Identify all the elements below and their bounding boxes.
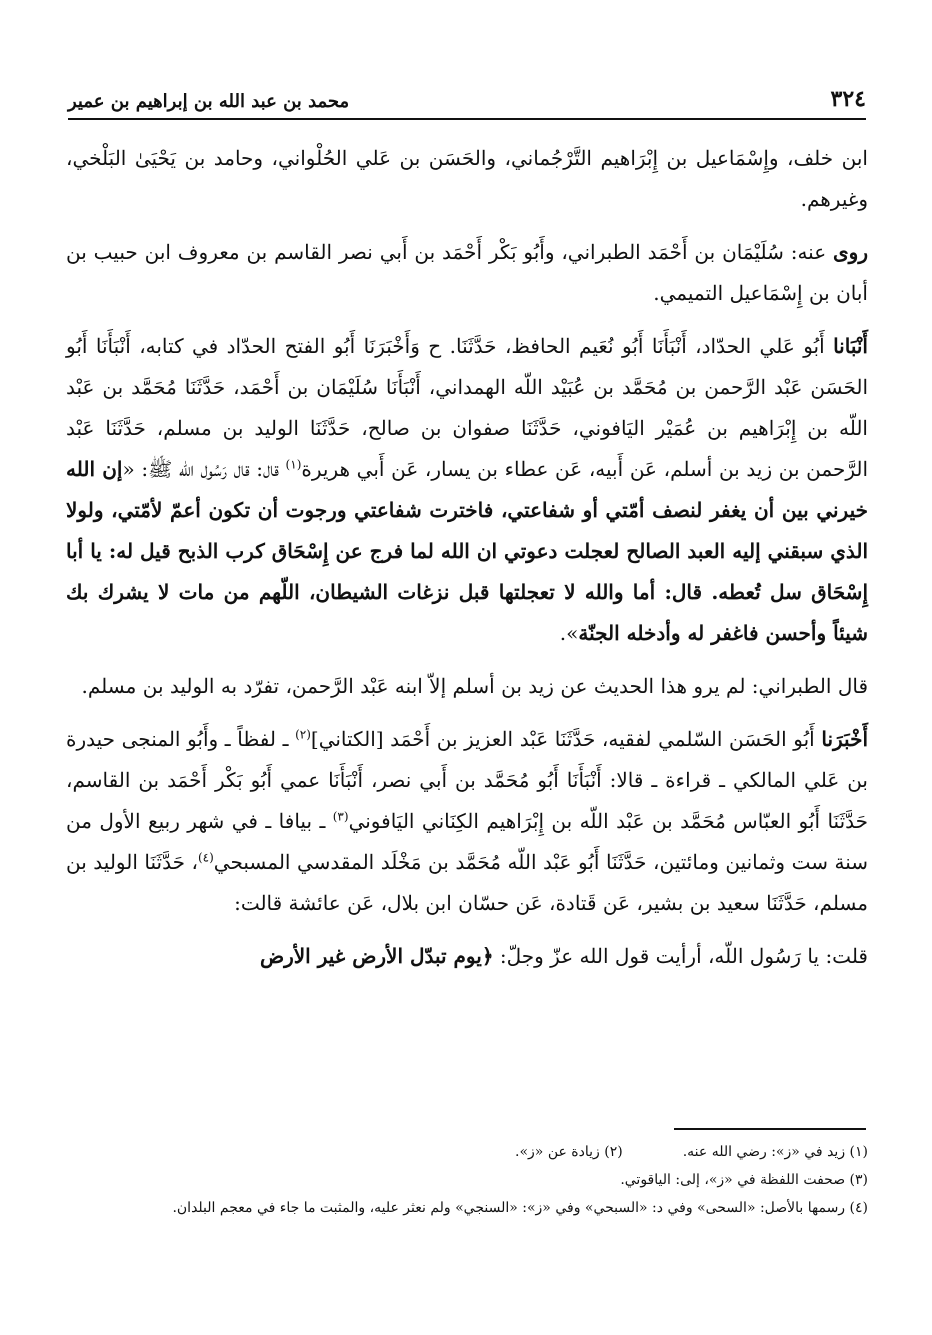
text-segment: ابن خلف، وإِسْمَاعيل بن إِبْرَاهيم التَّرْجُماني، والحَسَن بن عَلي الحُلْواني، وحامد بن يَحْيَىٰ البَلْخي، وغيرهم. bbox=[66, 146, 868, 211]
paragraph-lead: أَخْبَرَنا bbox=[821, 727, 868, 751]
footnote-2: (٢) زيادة عن «ز». bbox=[515, 1144, 623, 1160]
text-segment: ». bbox=[559, 621, 579, 645]
page-number: ٣٢٤ bbox=[830, 86, 866, 112]
paragraph bbox=[66, 719, 868, 924]
page-header bbox=[68, 72, 866, 120]
text-segment: قلت: يا رَسُول اللّه، أرأيت قول الله عزّ وجلّ: bbox=[493, 944, 868, 968]
paragraph bbox=[66, 326, 868, 654]
text-segment: ، حَدَّثَنَا الوليد بن مسلم، حَدَّثَنَا سعيد بن بشير، عَن قَتادة، عَن حسّان ابن بلال، عَن عائشة قالت: bbox=[66, 850, 868, 915]
footnote-ref: (٢) bbox=[295, 727, 311, 742]
paragraph bbox=[66, 666, 868, 707]
main-text bbox=[66, 138, 868, 989]
emphasized-text: إن الله خيرني بين أن يغفر لنصف أمّتي أو شفاعتي، فاخترت شفاعتي ورجوت أن تكون أعمّ لأمّتي، ولولا الذي سبقني إليه العبد الصالح لعجلت دعوتي ان الله لما فرج عن إِسْحَاق كرب الذبح قيل له: يا أبا إِسْحَاق سل تُعطه. قال: أما والله لا تعجلتها قبل نزغات الشيطان، اللّهم من مات لا يشرك بك شيئاً وأحسن فاغفر له وأدخله الجنّة bbox=[66, 457, 868, 645]
paragraph bbox=[66, 232, 868, 314]
footnote-divider bbox=[674, 1128, 866, 1130]
paragraph-lead: أَنْبَانا bbox=[833, 334, 868, 358]
footnote-ref: (٤) bbox=[197, 850, 214, 865]
paragraph bbox=[66, 138, 868, 220]
text-segment: قال الطبراني: لم يرو هذا الحديث عن زيد بن أسلم إلاّ ابنه عَبْد الرَّحمن، تفرّد به الوليد بن مسلم. bbox=[81, 674, 868, 698]
footnote-4: (٤) رسمها بالأصل: «السحى» وفي د: «السبحي» وفي «ز»: «السنجي» ولم نعثر عليه، والمثبت ما جاء في معجم البلدان. bbox=[172, 1200, 868, 1216]
footnote-row bbox=[66, 1138, 868, 1166]
footnote-3: (٣) صحفت اللفظة في «ز»، إلى: الياقوتي. bbox=[620, 1172, 868, 1188]
text-segment: قال: قال رَسُول اللّه ﷺ: « bbox=[122, 457, 286, 481]
text-segment: عنه: سُلَيْمَان بن أَحْمَد الطبراني، وأَبُو بَكْر أَحْمَد بن أَبي نصر القاسم بن معروف ابن حبيب بن أبان بن إِسْمَاعيل التميمي. bbox=[66, 240, 868, 305]
text-segment: ـ لفظاً ـ وأَبُو المنجى حيدرة بن عَلي المالكي ـ قراءة ـ قالا: أَنْبَأَنَا أَبُو مُحَمَّد بن أَبي نصر، أَنْبَأَنَا عمي أَبُو بَكْر أَحْمَد بن القاسم، حَدَّثَنَا أَبُو العبّاس مُحَمَّد بن عَبْد اللّه بن إِبْرَاهيم الكِنَاني اليَافوني bbox=[66, 727, 868, 833]
emphasized-text: ﴿يوم تبدّل الأرض غير الأرض bbox=[259, 944, 494, 968]
footnotes bbox=[66, 1138, 868, 1222]
text-segment: أَبُو عَلي الحدّاد، أَنْبَأَنَا أَبُو نُعَيم الحافظ، حَدَّثَنَا. ح وَأَخْبَرَنَا أَبُو الفتح الحدّاد في كتابه، أَنْبَأَنَا أَبُو الحَسَن عَبْد الرَّحمن بن مُحَمَّد بن عُبَيْد اللّه الهمداني، أَنْبَأَنَا سُلَيْمَان بن أَحْمَد، حَدَّثَنَا مُحَمَّد بن عَبْد اللّه بن إِبْرَاهيم بن عُمَيْر اليَافوني، حَدَّثَنَا صفوان بن صالح، حَدَّثَنَا الوليد بن مسلم، حَدَّثَنَا عَبْد الرَّحمن بن زيد بن أسلم، عَن أَبيه، عَن عطاء بن يسار، عَن أَبي هريرة bbox=[66, 334, 868, 481]
footnote-ref: (٣) bbox=[332, 809, 349, 824]
paragraph-lead: روى bbox=[833, 240, 868, 264]
running-title: محمد بن عبد الله بن إبراهيم بن عمير bbox=[68, 91, 350, 112]
text-segment: ـ بيافا ـ في شهر ربيع الأول من سنة ست وثمانين ومائتين، حَدَّثَنَا أَبُو عَبْد اللّه مُحَمَّد بن مَخْلَد المقدسي المسبحي bbox=[66, 809, 869, 874]
paragraph bbox=[66, 936, 868, 977]
footnote-1: (١) زيد في «ز»: رضي الله عنه. bbox=[682, 1144, 868, 1160]
footnote-ref: (١) bbox=[285, 457, 302, 472]
text-segment: أَبُو الحَسَن السّلمي لفقيه، حَدَّثَنَا عَبْد العزيز بن أَحْمَد [الكتاني] bbox=[310, 727, 822, 751]
